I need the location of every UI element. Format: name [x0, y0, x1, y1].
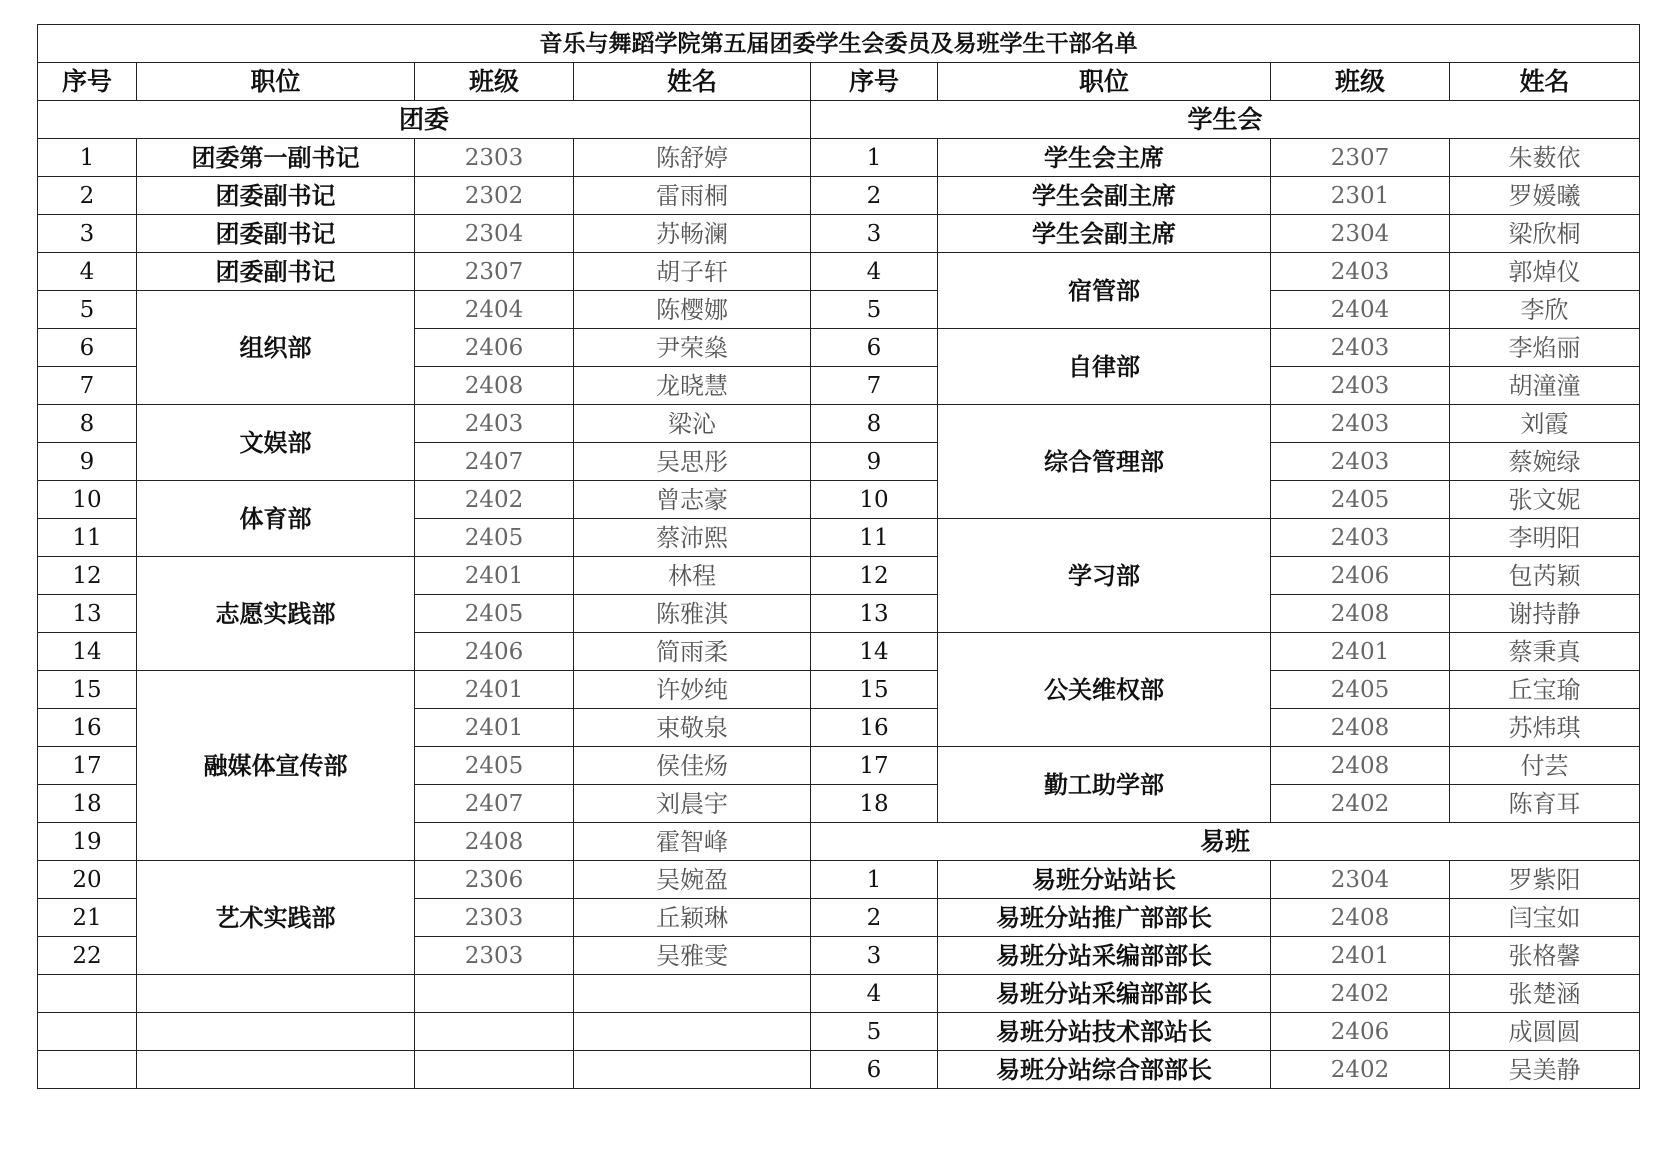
su-index: 1 [811, 139, 938, 177]
left-class: 2306 [415, 861, 574, 899]
su-position: 公关维权部 [938, 633, 1271, 747]
su-position: 综合管理部 [938, 405, 1271, 519]
su-name: 张文妮 [1450, 481, 1640, 519]
left-name: 吴婉盈 [574, 861, 811, 899]
empty-cell [38, 975, 137, 1013]
su-class: 2408 [1271, 747, 1450, 785]
empty-cell [38, 1013, 137, 1051]
left-class: 2408 [415, 367, 574, 405]
su-class: 2403 [1271, 329, 1450, 367]
su-class: 2304 [1271, 215, 1450, 253]
su-position: 宿管部 [938, 253, 1271, 329]
left-index: 4 [38, 253, 137, 291]
left-class: 2402 [415, 481, 574, 519]
su-index: 18 [811, 785, 938, 823]
left-index: 1 [38, 139, 137, 177]
left-index: 7 [38, 367, 137, 405]
su-index: 7 [811, 367, 938, 405]
left-index: 19 [38, 823, 137, 861]
left-name: 霍智峰 [574, 823, 811, 861]
left-class: 2408 [415, 823, 574, 861]
su-class: 2401 [1271, 633, 1450, 671]
section-title-yiban: 易班 [811, 823, 1640, 861]
table-row [38, 253, 1640, 291]
left-position: 团委副书记 [137, 177, 415, 215]
yb-position: 易班分站技术部站长 [938, 1013, 1271, 1051]
yb-position: 易班分站综合部部长 [938, 1051, 1271, 1089]
empty-cell [415, 975, 574, 1013]
yb-name: 吴美静 [1450, 1051, 1640, 1089]
su-class: 2408 [1271, 595, 1450, 633]
left-class: 2303 [415, 899, 574, 937]
su-index: 17 [811, 747, 938, 785]
left-class: 2401 [415, 671, 574, 709]
empty-cell [137, 1013, 415, 1051]
su-class: 2408 [1271, 709, 1450, 747]
yb-position: 易班分站采编部部长 [938, 937, 1271, 975]
su-class: 2403 [1271, 253, 1450, 291]
su-name: 包芮颖 [1450, 557, 1640, 595]
yb-index: 6 [811, 1051, 938, 1089]
yb-index: 5 [811, 1013, 938, 1051]
left-name: 胡子轩 [574, 253, 811, 291]
left-index: 10 [38, 481, 137, 519]
yb-position: 易班分站站长 [938, 861, 1271, 899]
su-position: 学习部 [938, 519, 1271, 633]
column-header: 班级 [415, 63, 574, 101]
su-index: 2 [811, 177, 938, 215]
left-name: 陈雅淇 [574, 595, 811, 633]
left-name: 曾志豪 [574, 481, 811, 519]
su-name: 胡潼潼 [1450, 367, 1640, 405]
left-position: 志愿实践部 [137, 557, 415, 671]
left-name: 龙晓慧 [574, 367, 811, 405]
yb-name: 张格馨 [1450, 937, 1640, 975]
su-index: 3 [811, 215, 938, 253]
su-class: 2403 [1271, 519, 1450, 557]
su-index: 10 [811, 481, 938, 519]
left-name: 吴思彤 [574, 443, 811, 481]
column-header: 班级 [1271, 63, 1450, 101]
su-name: 李欣 [1450, 291, 1640, 329]
left-class: 2401 [415, 709, 574, 747]
su-index: 4 [811, 253, 938, 291]
left-class: 2407 [415, 443, 574, 481]
section-row [38, 101, 1640, 139]
table-row [38, 1051, 1640, 1089]
left-name: 梁沁 [574, 405, 811, 443]
left-name: 林程 [574, 557, 811, 595]
empty-cell [38, 1051, 137, 1089]
column-header: 序号 [38, 63, 137, 101]
section-title-tuanwei: 团委 [38, 101, 811, 139]
su-name: 罗媛曦 [1450, 177, 1640, 215]
left-class: 2405 [415, 519, 574, 557]
left-name: 丘颖琳 [574, 899, 811, 937]
left-index: 15 [38, 671, 137, 709]
su-name: 苏炜琪 [1450, 709, 1640, 747]
left-name: 许妙纯 [574, 671, 811, 709]
left-index: 18 [38, 785, 137, 823]
su-name: 付芸 [1450, 747, 1640, 785]
table-row [38, 861, 1640, 899]
su-name: 朱薮依 [1450, 139, 1640, 177]
left-name: 简雨柔 [574, 633, 811, 671]
left-position: 体育部 [137, 481, 415, 557]
left-index: 8 [38, 405, 137, 443]
su-name: 郭焯仪 [1450, 253, 1640, 291]
left-index: 11 [38, 519, 137, 557]
su-position: 勤工助学部 [938, 747, 1271, 823]
document-title: 音乐与舞蹈学院第五届团委学生会委员及易班学生干部名单 [38, 25, 1640, 63]
su-index: 5 [811, 291, 938, 329]
yb-class: 2401 [1271, 937, 1450, 975]
table-row [38, 177, 1640, 215]
left-index: 14 [38, 633, 137, 671]
su-position: 学生会主席 [938, 139, 1271, 177]
left-class: 2404 [415, 291, 574, 329]
left-position: 团委副书记 [137, 215, 415, 253]
left-position: 组织部 [137, 291, 415, 405]
table-row [38, 975, 1640, 1013]
su-position: 自律部 [938, 329, 1271, 405]
su-index: 13 [811, 595, 938, 633]
su-index: 14 [811, 633, 938, 671]
column-header: 姓名 [1450, 63, 1640, 101]
yb-class: 2402 [1271, 1051, 1450, 1089]
su-class: 2403 [1271, 443, 1450, 481]
roster-table [37, 24, 1640, 1089]
su-name: 蔡婉绿 [1450, 443, 1640, 481]
left-class: 2303 [415, 139, 574, 177]
yb-index: 2 [811, 899, 938, 937]
left-index: 16 [38, 709, 137, 747]
su-name: 梁欣桐 [1450, 215, 1640, 253]
su-index: 11 [811, 519, 938, 557]
empty-cell [574, 975, 811, 1013]
left-index: 2 [38, 177, 137, 215]
yb-name: 张楚涵 [1450, 975, 1640, 1013]
su-index: 6 [811, 329, 938, 367]
su-name: 丘宝瑜 [1450, 671, 1640, 709]
yb-position: 易班分站推广部部长 [938, 899, 1271, 937]
left-position: 团委第一副书记 [137, 139, 415, 177]
yb-class: 2408 [1271, 899, 1450, 937]
su-index: 15 [811, 671, 938, 709]
yb-class: 2304 [1271, 861, 1450, 899]
left-name: 苏畅澜 [574, 215, 811, 253]
column-header: 职位 [137, 63, 415, 101]
title-row [38, 25, 1640, 63]
left-index: 9 [38, 443, 137, 481]
su-class: 2406 [1271, 557, 1450, 595]
empty-cell [415, 1013, 574, 1051]
su-name: 李明阳 [1450, 519, 1640, 557]
yb-position: 易班分站采编部部长 [938, 975, 1271, 1013]
left-name: 侯佳炀 [574, 747, 811, 785]
su-class: 2405 [1271, 671, 1450, 709]
left-position: 艺术实践部 [137, 861, 415, 975]
empty-cell [137, 975, 415, 1013]
yb-class: 2402 [1271, 975, 1450, 1013]
su-position: 学生会副主席 [938, 177, 1271, 215]
table-row [38, 405, 1640, 443]
left-index: 17 [38, 747, 137, 785]
yb-index: 3 [811, 937, 938, 975]
su-class: 2403 [1271, 405, 1450, 443]
yb-name: 闫宝如 [1450, 899, 1640, 937]
su-index: 16 [811, 709, 938, 747]
su-class: 2403 [1271, 367, 1450, 405]
left-class: 2401 [415, 557, 574, 595]
table-row [38, 671, 1640, 709]
left-class: 2406 [415, 329, 574, 367]
table-row [38, 215, 1640, 253]
left-name: 陈樱娜 [574, 291, 811, 329]
left-index: 6 [38, 329, 137, 367]
column-header: 姓名 [574, 63, 811, 101]
su-index: 9 [811, 443, 938, 481]
left-name: 陈舒婷 [574, 139, 811, 177]
empty-cell [137, 1051, 415, 1089]
yb-index: 4 [811, 975, 938, 1013]
left-class: 2403 [415, 405, 574, 443]
yb-class: 2406 [1271, 1013, 1450, 1051]
left-class: 2304 [415, 215, 574, 253]
left-position: 融媒体宣传部 [137, 671, 415, 861]
left-index: 20 [38, 861, 137, 899]
left-name: 雷雨桐 [574, 177, 811, 215]
table-row [38, 481, 1640, 519]
table-row [38, 139, 1640, 177]
left-index: 22 [38, 937, 137, 975]
su-class: 2307 [1271, 139, 1450, 177]
yb-name: 罗紫阳 [1450, 861, 1640, 899]
su-name: 陈育耳 [1450, 785, 1640, 823]
table-row [38, 291, 1640, 329]
left-index: 3 [38, 215, 137, 253]
empty-cell [574, 1051, 811, 1089]
su-position: 学生会副主席 [938, 215, 1271, 253]
left-index: 5 [38, 291, 137, 329]
left-class: 2303 [415, 937, 574, 975]
left-index: 21 [38, 899, 137, 937]
su-class: 2405 [1271, 481, 1450, 519]
su-class: 2404 [1271, 291, 1450, 329]
left-name: 尹荣燊 [574, 329, 811, 367]
left-class: 2406 [415, 633, 574, 671]
left-class: 2405 [415, 747, 574, 785]
su-name: 刘霞 [1450, 405, 1640, 443]
header-row [38, 63, 1640, 101]
su-class: 2301 [1271, 177, 1450, 215]
left-index: 12 [38, 557, 137, 595]
su-class: 2402 [1271, 785, 1450, 823]
table-row [38, 557, 1640, 595]
left-position: 团委副书记 [137, 253, 415, 291]
table-row [38, 1013, 1640, 1051]
left-name: 刘晨宇 [574, 785, 811, 823]
su-name: 蔡秉真 [1450, 633, 1640, 671]
empty-cell [574, 1013, 811, 1051]
left-class: 2302 [415, 177, 574, 215]
left-class: 2407 [415, 785, 574, 823]
section-title-student-union: 学生会 [811, 101, 1640, 139]
su-index: 8 [811, 405, 938, 443]
left-name: 束敬泉 [574, 709, 811, 747]
su-index: 12 [811, 557, 938, 595]
left-name: 吴雅雯 [574, 937, 811, 975]
left-position: 文娱部 [137, 405, 415, 481]
left-index: 13 [38, 595, 137, 633]
yb-index: 1 [811, 861, 938, 899]
left-class: 2307 [415, 253, 574, 291]
su-name: 谢持静 [1450, 595, 1640, 633]
left-name: 蔡沛熙 [574, 519, 811, 557]
yb-name: 成圆圆 [1450, 1013, 1640, 1051]
column-header: 职位 [938, 63, 1271, 101]
empty-cell [415, 1051, 574, 1089]
column-header: 序号 [811, 63, 938, 101]
left-class: 2405 [415, 595, 574, 633]
su-name: 李焰丽 [1450, 329, 1640, 367]
